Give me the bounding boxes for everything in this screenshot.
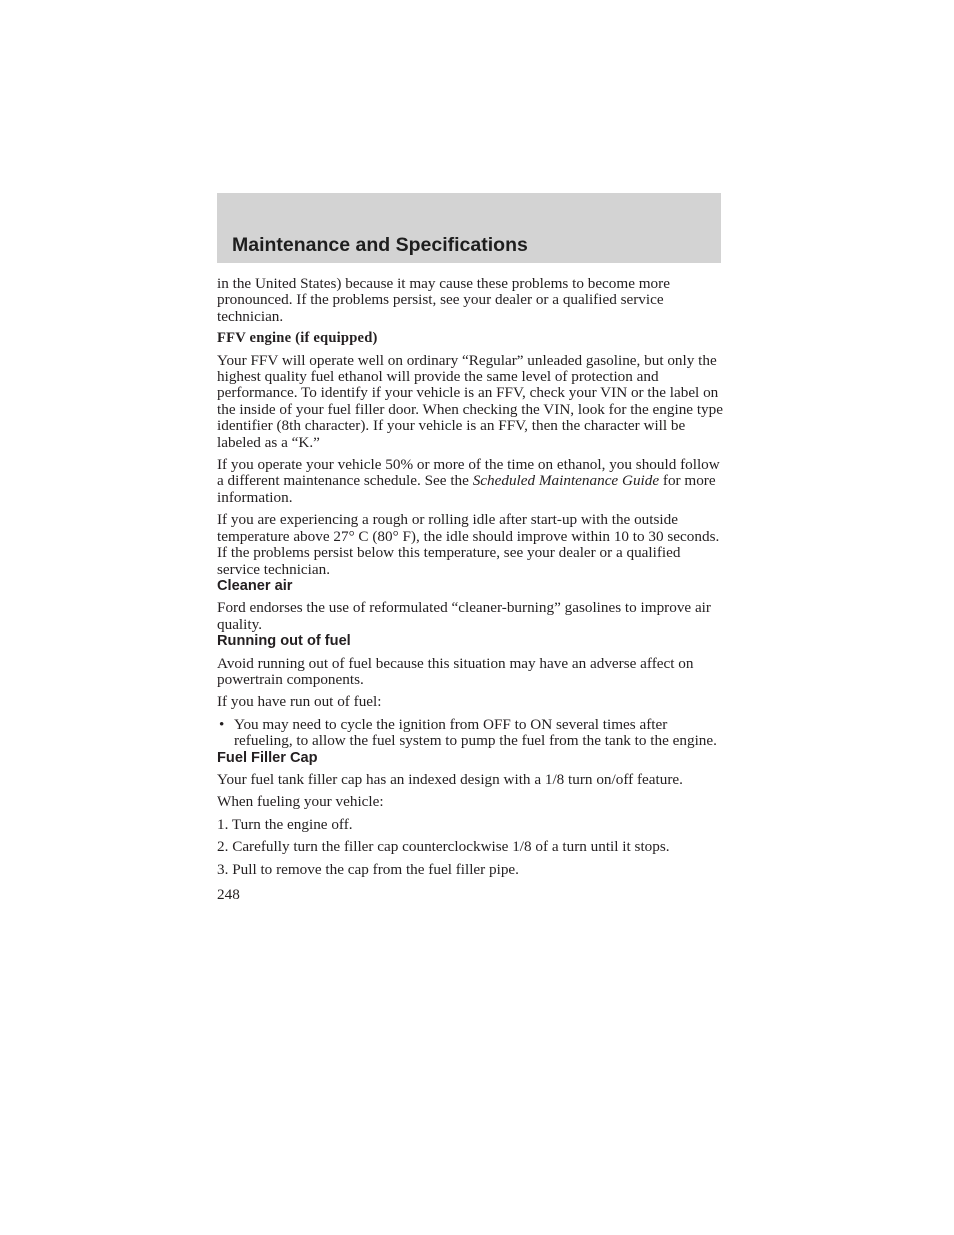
ffv-paragraph-2: [217, 457, 723, 506]
numbered-step-1: 1. Turn the engine off.: [217, 815, 353, 833]
section-title: Maintenance and Specifications: [232, 234, 528, 256]
page-number: 248: [217, 886, 240, 903]
running-out-paragraph-1: Avoid running out of fuel because this situation may have an adverse affect on powertrain components.: [217, 654, 694, 688]
scheduled-maintenance-guide-reference: Scheduled Maintenance Guide: [472, 472, 660, 490]
ffv-paragraph-2-text-a: If you operate your vehicle 50% or more of the time on ethanol, you should follow a different maintenance schedule. See the: [217, 456, 720, 490]
numbered-step-3: 3. Pull to remove the cap from the fuel filler pipe.: [217, 860, 519, 878]
bullet-text: You may need to cycle the ignition from OFF to ON several times after refueling, to allow the fuel system to pump the fuel from the tank to the engine.: [234, 715, 717, 750]
numbered-step-2: 2. Carefully turn the filler cap counterclockwise 1/8 of a turn until it stops.: [217, 838, 670, 856]
cleaner-air-paragraph: Ford endorses the use of reformulated “cleaner-burning” gasolines to improve air quality.: [217, 599, 711, 633]
ffv-paragraph-3: If you are experiencing a rough or rolling idle after start-up with the outside temperature above 27° C (80° F), the idle should improve within 10 to 30 seconds. If the problems persist below this temperature, see your dealer or a qualified service technician.: [217, 511, 720, 578]
bullet-icon: •: [219, 715, 225, 733]
section-header-band: [217, 193, 721, 263]
filler-cap-paragraph-2: When fueling your vehicle:: [217, 793, 384, 811]
ffv-paragraph-1: Your FFV will operate well on ordinary “Regular” unleaded gasoline, but only the highest quality fuel ethanol will provide the same level of protection and performance. To identify if your vehicle is an FFV, check your VIN or the label on the inside of your fuel filler door. When checking the VIN, look for the engine type identifier (8th character). If your vehicle is an FFV, then the character will be labeled as a “K.”: [217, 351, 723, 451]
ffv-engine-heading: FFV engine (if equipped): [217, 330, 378, 347]
running-out-of-fuel-heading: Running out of fuel: [217, 633, 351, 650]
intro-continuation-paragraph: in the United States) because it may cause these problems to become more pronounced. If the problems persist, see your dealer or a qualified service technician.: [217, 275, 670, 325]
ffv-paragraph-2-text-b: for more information.: [217, 472, 716, 506]
running-out-paragraph-2: If you have run out of fuel:: [217, 693, 382, 711]
cleaner-air-heading: Cleaner air: [217, 577, 293, 594]
bullet-list-item: [217, 717, 723, 750]
fuel-filler-cap-heading: Fuel Filler Cap: [217, 749, 318, 766]
filler-cap-paragraph-1: Your fuel tank filler cap has an indexed design with a 1/8 turn on/off feature.: [217, 770, 683, 788]
page-body: [217, 276, 723, 903]
